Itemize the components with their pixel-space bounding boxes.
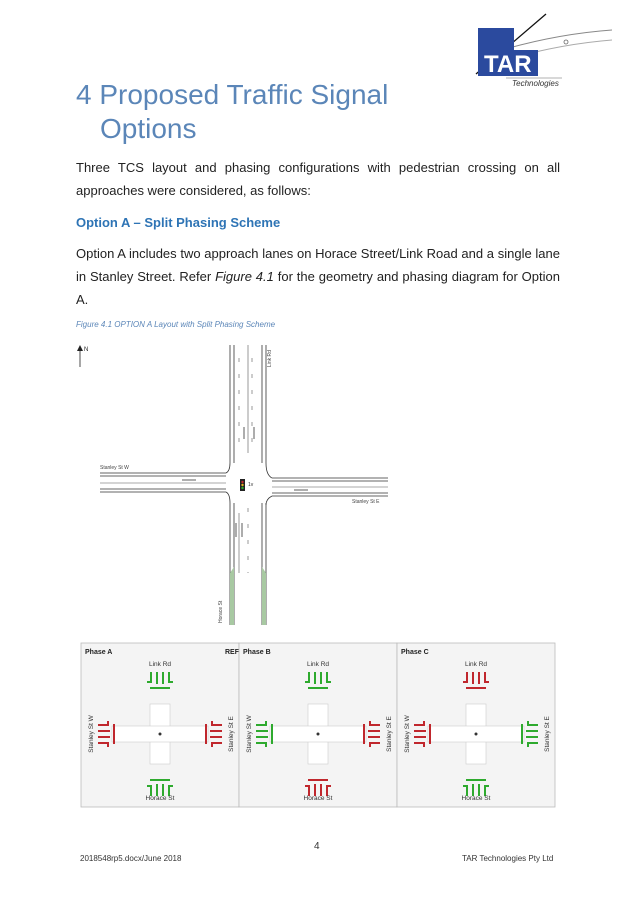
west-street-label: Stanley St W: [404, 715, 411, 753]
logo-subtext: Technologies: [512, 79, 559, 88]
east-street-label: Stanley St E: [228, 716, 235, 752]
north-street-label: Link Rd: [306, 661, 330, 668]
south-road: [230, 503, 266, 625]
phasing-diagram: [80, 642, 556, 808]
section-title-line1: 4 Proposed Traffic Signal: [76, 79, 389, 110]
logo-text: TAR: [484, 51, 532, 78]
option-heading: Option A – Split Phasing Scheme: [76, 215, 281, 230]
west-street-label: Stanley St W: [246, 715, 253, 753]
figure-caption: Figure 4.1 OPTION A Layout with Split Phasing Scheme: [76, 320, 276, 329]
east-road: [272, 478, 388, 496]
west-road: [100, 473, 226, 492]
intersection-layout-diagram: [76, 343, 396, 625]
section-title: [76, 78, 388, 146]
traffic-signal-icon: [240, 479, 245, 491]
south-street-label: Horace St: [145, 795, 175, 802]
south-street-label: Horace St: [218, 600, 224, 623]
east-street-label: Stanley St E: [352, 499, 380, 505]
phase-panel: [239, 643, 397, 807]
intro-paragraph: Three TCS layout and phasing configurations with pedestrian crossing on all approaches were considered, as follows:: [76, 160, 560, 198]
document-reference: 2018548rp5.docx/June 2018: [80, 854, 182, 863]
east-street-label: Stanley St E: [386, 716, 393, 752]
north-road: [230, 345, 266, 463]
east-street-label: Stanley St E: [544, 716, 551, 752]
north-label: N: [84, 347, 89, 353]
west-street-label: Stanley St W: [100, 465, 129, 471]
option-paragraph: [76, 242, 560, 311]
signal-label: 1v: [248, 482, 254, 488]
north-street-label: Link Rd: [148, 661, 172, 668]
north-arrow-icon: [77, 345, 83, 367]
north-street-label: Link Rd: [267, 350, 273, 367]
option-paragraph-after: for the geometry and phasing diagram for Option A.: [76, 269, 560, 307]
south-street-label: Horace St: [461, 795, 491, 802]
phase-ref: REF: [225, 649, 239, 656]
section-title-line2: Options: [100, 113, 197, 144]
company-name: TAR Technologies Pty Ltd: [462, 854, 554, 863]
figure-reference: Figure 4.1: [215, 269, 274, 284]
south-street-label: Horace St: [303, 795, 333, 802]
option-paragraph-before: Option A includes two approach lanes on Horace Street/Link Road and a single lane in Stanley Street. Refer: [76, 246, 560, 284]
phase-panel: [397, 643, 555, 807]
tar-technologies-logo: [462, 12, 612, 92]
phase-name: Phase A: [85, 649, 113, 656]
west-street-label: Stanley St W: [88, 715, 95, 753]
phase-panel: [81, 643, 240, 807]
phase-name: Phase B: [243, 649, 271, 656]
phase-name: Phase C: [401, 649, 429, 656]
page-number: 4: [314, 841, 320, 852]
north-street-label: Link Rd: [464, 661, 488, 668]
